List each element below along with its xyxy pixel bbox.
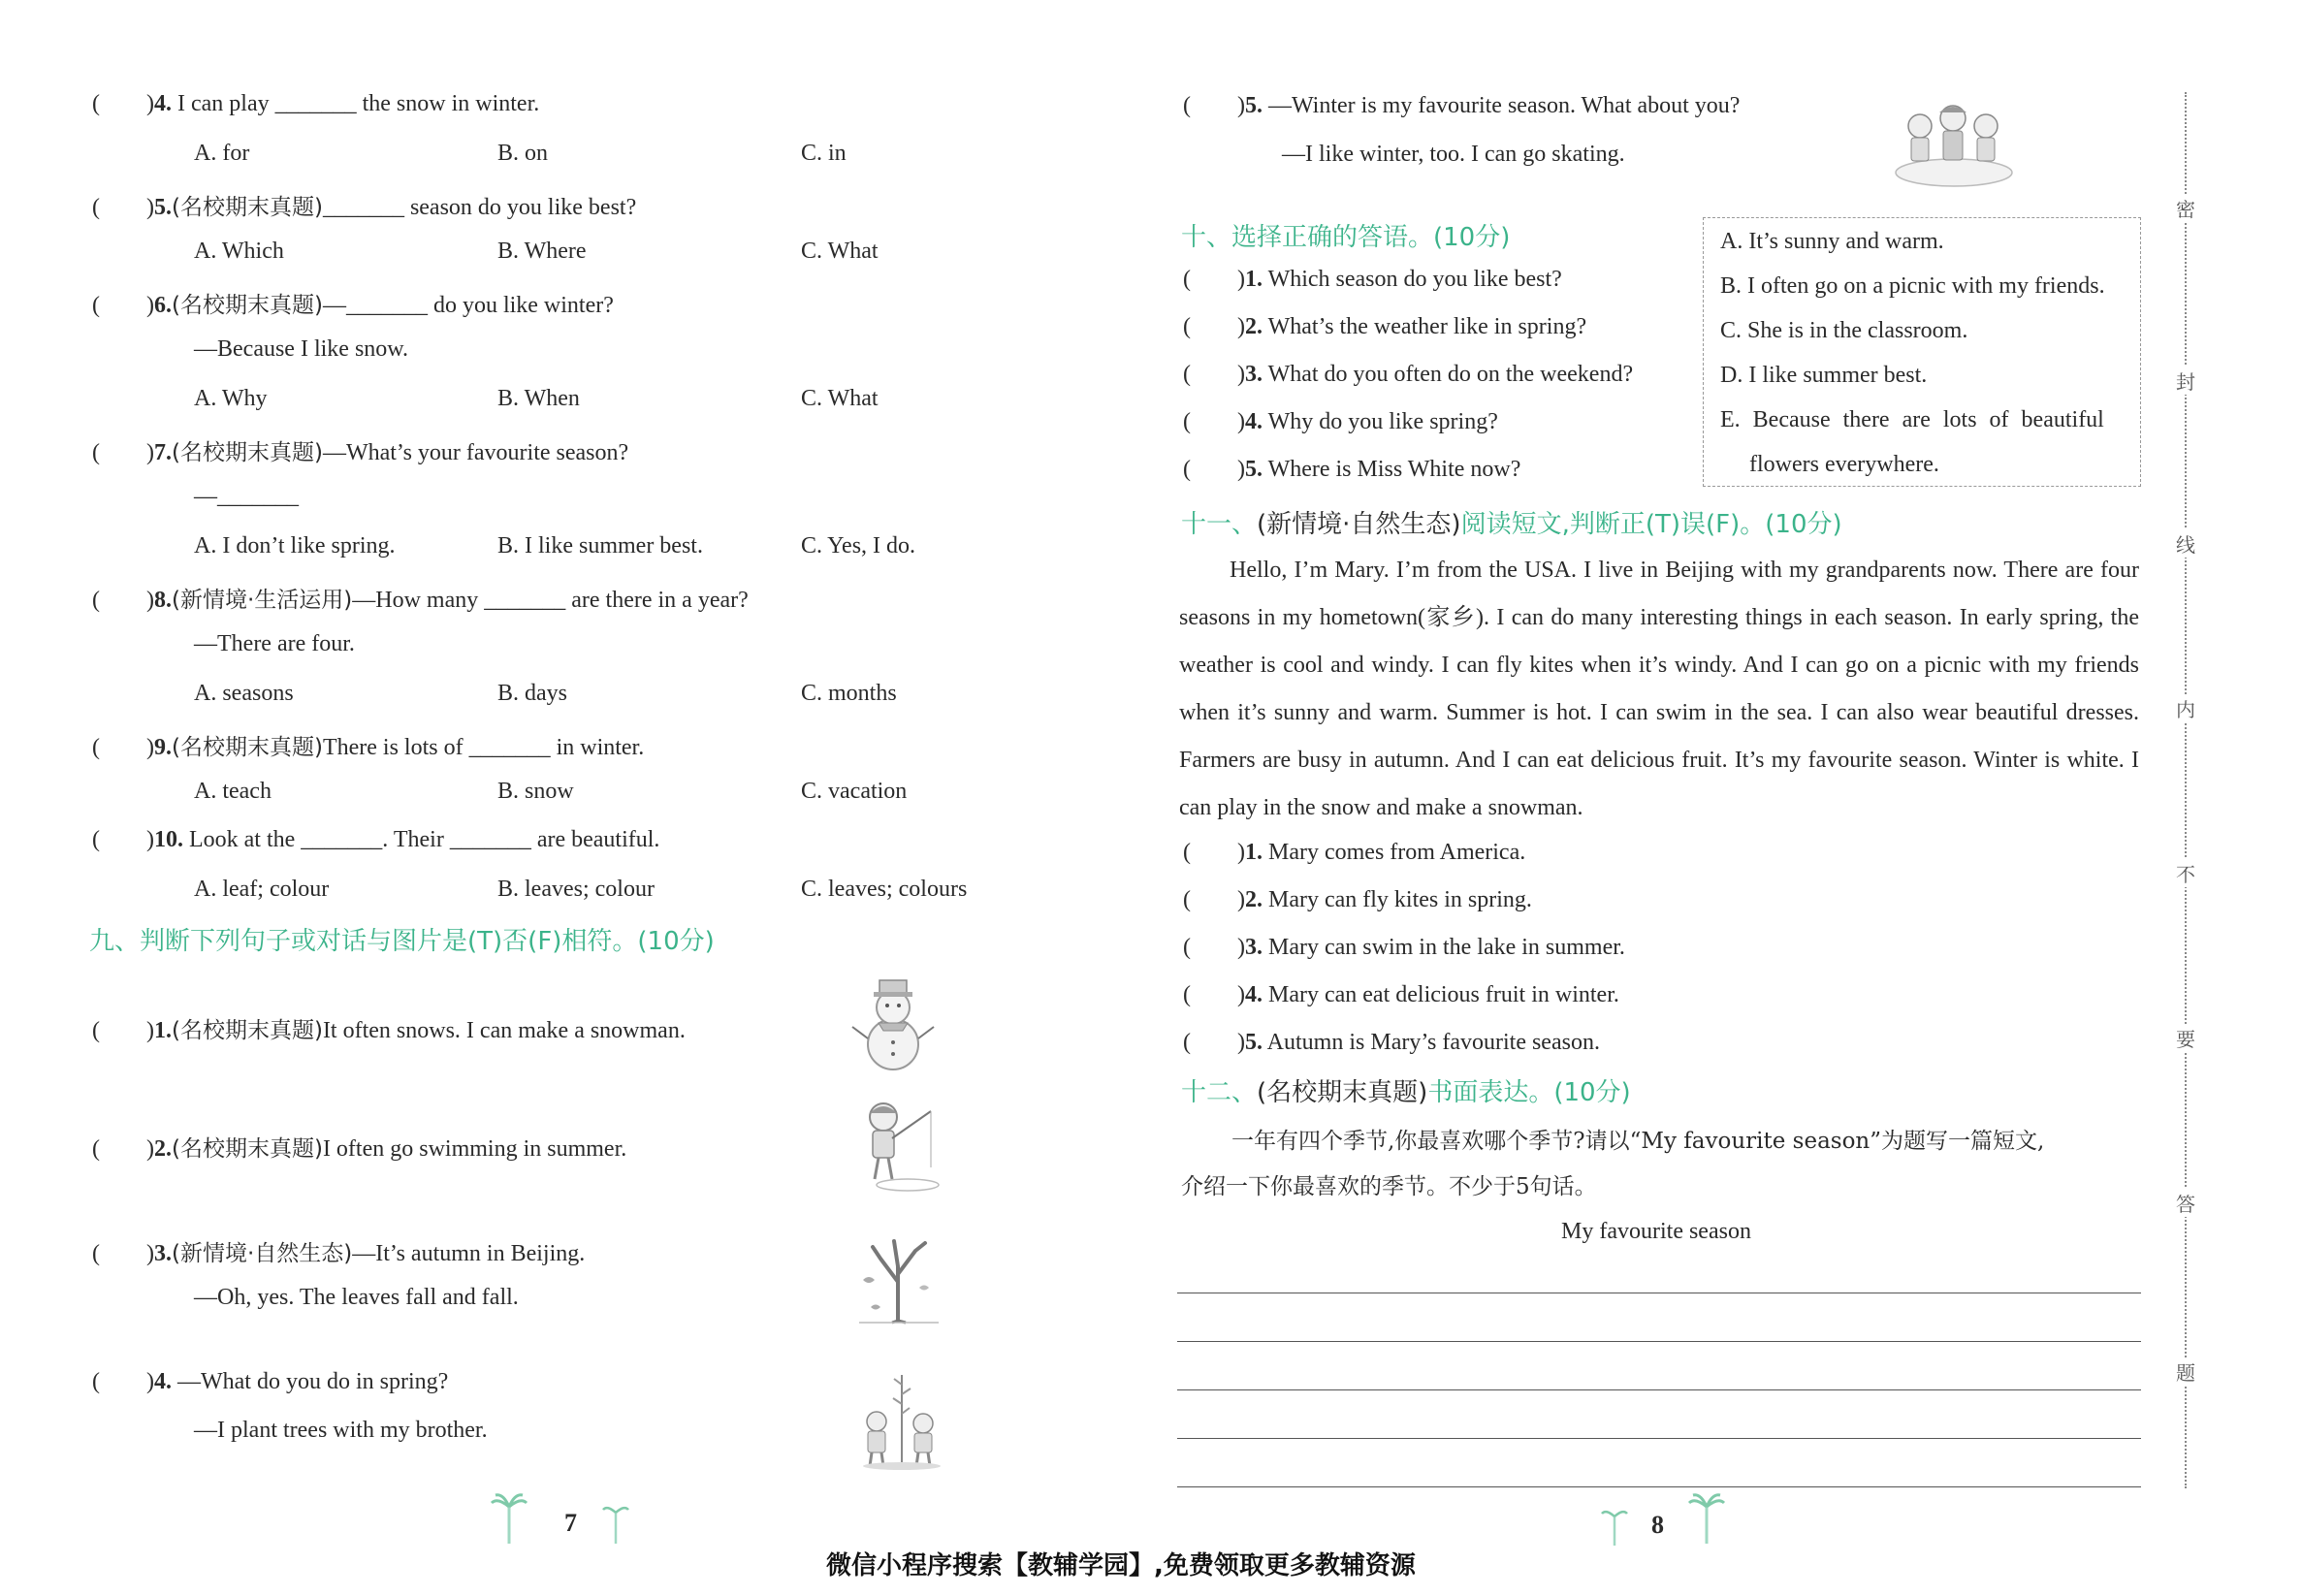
question-tag: (名校期末真题) (171, 735, 323, 760)
answer-bracket[interactable]: ( ) (1183, 362, 1245, 387)
question-item (92, 1369, 448, 1395)
question-item (1183, 457, 1520, 483)
question-text: Which season do you like best? (1267, 267, 1562, 292)
answer-bracket[interactable]: ( ) (92, 91, 154, 116)
binding-char: 内 (2176, 694, 2195, 722)
question-tag: (名校期末真题) (171, 1018, 323, 1043)
answer-bracket[interactable]: ( ) (1183, 409, 1245, 434)
page-number: 8 (1651, 1511, 1664, 1539)
choice-e-continued: flowers everywhere. (1749, 452, 1939, 477)
question-tag: (新情境·生活运用) (171, 588, 353, 613)
question-number: 10. (153, 827, 183, 852)
answer-bracket[interactable]: ( ) (92, 293, 154, 318)
question-text: —What’s your favourite season? (322, 440, 629, 465)
answer-bracket[interactable]: ( ) (92, 195, 154, 220)
question-item (92, 287, 614, 319)
question-text: I can play _______ the snow in winter. (176, 91, 540, 116)
reply-text: —Oh, yes. The leaves fall and fall. (194, 1285, 519, 1310)
question-number: 1. (1244, 840, 1263, 865)
option-a: A. teach (194, 779, 272, 804)
answer-bracket[interactable]: ( ) (1183, 93, 1245, 118)
heading-tag: (名校期末真题) (1257, 1078, 1428, 1107)
question-number: 5. (1244, 93, 1263, 118)
question-number: 2. (1244, 887, 1263, 912)
question-number: 3. (1244, 935, 1263, 960)
question-number: 6. (153, 293, 172, 318)
option-b: B. Where (497, 239, 587, 264)
binding-char: 答 (2176, 1189, 2195, 1217)
answer-bracket[interactable]: ( ) (1183, 457, 1245, 482)
heading-text: 书面表达。(10分) (1427, 1078, 1631, 1107)
question-item (92, 582, 749, 614)
answer-bracket[interactable]: ( ) (92, 735, 154, 760)
answer-bracket[interactable]: ( ) (92, 440, 154, 465)
statement-item (1183, 840, 1525, 866)
answer-bracket[interactable]: ( ) (1183, 887, 1245, 912)
question-tag: (名校期末真题) (171, 440, 323, 465)
option-a: A. Which (194, 239, 284, 264)
reply-text: —_______ (194, 484, 299, 509)
choice-c: C. She is in the classroom. (1720, 318, 1968, 343)
option-b: B. leaves; colour (497, 877, 655, 902)
question-number: 4. (1244, 982, 1263, 1007)
question-tag: (新情境·自然生态) (171, 1241, 353, 1266)
writing-line[interactable] (1177, 1486, 2141, 1487)
section-heading-12 (1181, 1072, 1631, 1108)
question-number: 2. (153, 1136, 172, 1162)
question-number: 4. (153, 91, 172, 116)
writing-line[interactable] (1177, 1389, 2141, 1390)
question-item (92, 91, 539, 117)
palm-decoration-icon (601, 1501, 630, 1546)
reply-text: —There are four. (194, 631, 355, 656)
section-heading-9: 九、判断下列句子或对话与图片是(T)否(F)相符。(10分) (89, 927, 715, 956)
question-number: 5. (1244, 457, 1263, 482)
question-number: 2. (1244, 314, 1263, 339)
writing-line[interactable] (1177, 1438, 2141, 1439)
palm-decoration-icon (1600, 1505, 1629, 1548)
statement-text: Mary can swim in the lake in summer. (1267, 935, 1625, 960)
answer-bracket[interactable]: ( ) (1183, 314, 1245, 339)
question-text: Look at the _______. Their _______ are beautiful. (188, 827, 660, 852)
reply-text: —I plant trees with my brother. (194, 1418, 488, 1443)
answer-bracket[interactable]: ( ) (92, 1241, 154, 1266)
heading-number: 十二、 (1181, 1078, 1258, 1107)
section-heading-10: 十、选择正确的答语。(10分) (1181, 223, 1511, 252)
option-c: C. in (801, 141, 847, 166)
section-heading-11 (1181, 504, 1842, 540)
question-text: There is lots of _______ in winter. (322, 735, 645, 760)
palm-decoration-icon (490, 1491, 528, 1546)
question-tag: (名校期末真题) (171, 293, 323, 318)
choice-b: B. I often go on a picnic with my friends. (1720, 273, 2105, 299)
footer-promo-text: 微信小程序搜索【教辅学园】,免费领取更多教辅资源 (826, 1551, 1416, 1580)
answer-bracket[interactable]: ( ) (1183, 267, 1245, 292)
statement-item (1183, 1030, 1600, 1056)
question-number: 3. (1244, 362, 1263, 387)
answer-bracket[interactable]: ( ) (1183, 840, 1245, 865)
choice-e: E. Because there are lots of beautiful (1720, 407, 2104, 432)
option-a: A. leaf; colour (194, 877, 330, 902)
option-b: B. days (497, 681, 567, 706)
option-c: C. months (801, 681, 897, 706)
question-item (1183, 362, 1633, 388)
statement-text: Mary can fly kites in spring. (1267, 887, 1532, 912)
answer-bracket[interactable]: ( ) (92, 1136, 154, 1162)
writing-instruction: 一年有四个季节,你最喜欢哪个季节?请以“My favourite season”为题写一篇短文, (1231, 1129, 2045, 1154)
question-text: What do you often do on the weekend? (1267, 362, 1634, 387)
answer-bracket[interactable]: ( ) (92, 1369, 154, 1394)
question-item (92, 1012, 686, 1044)
option-a: A. Why (194, 386, 268, 411)
answer-bracket[interactable]: ( ) (92, 1018, 154, 1043)
question-item (92, 1235, 585, 1267)
question-tag: (名校期末真题) (171, 1136, 323, 1162)
question-number: 8. (153, 588, 172, 613)
question-text: —_______ do you like winter? (322, 293, 614, 318)
answer-bracket[interactable]: ( ) (1183, 935, 1245, 960)
question-item (1183, 267, 1562, 293)
statement-text: Mary can eat delicious fruit in winter. (1267, 982, 1619, 1007)
heading-text: 阅读短文,判断正(T)误(F)。(10分) (1460, 510, 1842, 539)
binding-char: 题 (2176, 1357, 2195, 1386)
question-number: 4. (1244, 409, 1263, 434)
question-text: —How many _______ are there in a year? (352, 588, 749, 613)
question-text: —Winter is my favourite season. What about you? (1267, 93, 1741, 118)
skating-kids-image (1891, 99, 2017, 188)
binding-char: 要 (2176, 1024, 2195, 1052)
statement-item (1183, 935, 1625, 961)
question-text: —What do you do in spring? (176, 1369, 449, 1394)
question-item (92, 189, 636, 221)
choice-a: A. It’s sunny and warm. (1720, 229, 1944, 254)
writing-title: My favourite season (1561, 1219, 1751, 1244)
question-number: 4. (153, 1369, 172, 1394)
answer-bracket[interactable]: ( ) (1183, 1030, 1245, 1055)
option-c: C. Yes, I do. (801, 533, 916, 559)
option-c: C. What (801, 239, 879, 264)
option-a: A. I don’t like spring. (194, 533, 396, 559)
question-number: 3. (153, 1241, 172, 1266)
snowman-image (849, 974, 937, 1076)
binding-char: 线 (2176, 529, 2195, 558)
option-a: A. for (194, 141, 250, 166)
question-text: _______ season do you like best? (322, 195, 637, 220)
writing-instruction: 介绍一下你最喜欢的季节。不少于5句话。 (1181, 1174, 1597, 1199)
option-c: C. vacation (801, 779, 908, 804)
binding-char: 密 (2176, 194, 2195, 222)
statement-item (1183, 982, 1619, 1008)
question-number: 1. (1244, 267, 1263, 292)
question-tag: (名校期末真题) (171, 195, 323, 220)
question-number: 1. (153, 1018, 172, 1043)
page-number: 7 (564, 1509, 577, 1537)
reply-text: —I like winter, too. I can go skating. (1282, 142, 1625, 167)
heading-tag: (新情境·自然生态) (1257, 510, 1461, 539)
option-b: B. When (497, 386, 580, 411)
question-item (1183, 314, 1586, 340)
question-item (92, 1131, 626, 1163)
binding-dotted-line (2185, 92, 2187, 1488)
question-text: Why do you like spring? (1267, 409, 1498, 434)
question-text: —It’s autumn in Beijing. (352, 1241, 586, 1266)
question-text: It often snows. I can make a snowman. (322, 1018, 686, 1043)
writing-line[interactable] (1177, 1341, 2141, 1342)
question-item (92, 434, 628, 466)
palm-decoration-icon (1687, 1491, 1726, 1546)
statement-text: Mary comes from America. (1267, 840, 1526, 865)
question-item (1183, 93, 1740, 119)
question-number: 5. (1244, 1030, 1263, 1055)
question-item (92, 729, 644, 761)
answer-bracket[interactable]: ( ) (92, 827, 154, 852)
answer-choices-box (1703, 217, 2141, 487)
option-b: B. on (497, 141, 549, 166)
option-c: C. What (801, 386, 879, 411)
autumn-tree-image (849, 1228, 946, 1325)
choice-d: D. I like summer best. (1720, 363, 1928, 388)
statement-text: Autumn is Mary’s favourite season. (1266, 1030, 1600, 1055)
answer-bracket[interactable]: ( ) (1183, 982, 1245, 1007)
question-text: What’s the weather like in spring? (1267, 314, 1587, 339)
question-text: Where is Miss White now? (1267, 457, 1521, 482)
question-number: 7. (153, 440, 172, 465)
question-number: 5. (153, 195, 172, 220)
binding-char: 不 (2176, 859, 2195, 887)
question-item (92, 827, 659, 853)
question-item (1183, 409, 1498, 435)
option-b: B. I like summer best. (497, 533, 703, 559)
option-c: C. leaves; colours (801, 877, 968, 902)
heading-number: 十一、 (1181, 510, 1258, 539)
answer-bracket[interactable]: ( ) (92, 588, 154, 613)
reply-text: —Because I like snow. (194, 336, 409, 362)
option-b: B. snow (497, 779, 574, 804)
fishing-boy-image (849, 1098, 942, 1195)
reading-passage: Hello, I’m Mary. I’m from the USA. I live in Beijing with my grandparents now. There are four seasons in my hometown(家乡). I can do many interesting things in each season. In early spring, the weather is cool and windy. I can fly kites when it’s windy. And I can go on a picnic with my friends when it’s sunny and warm. Summer is hot. I can swim in the sea. I can also wear beautiful dresses. Farmers are busy in autumn. And I can eat delicious fruit. It’s my favourite season. Winter is white. I can play in the snow and make a snowman. (1179, 558, 2139, 820)
question-number: 9. (153, 735, 172, 760)
option-a: A. seasons (194, 681, 294, 706)
planting-trees-image (849, 1365, 946, 1472)
statement-item (1183, 887, 1532, 913)
binding-char: 封 (2176, 367, 2195, 395)
question-text: I often go swimming in summer. (322, 1136, 627, 1162)
